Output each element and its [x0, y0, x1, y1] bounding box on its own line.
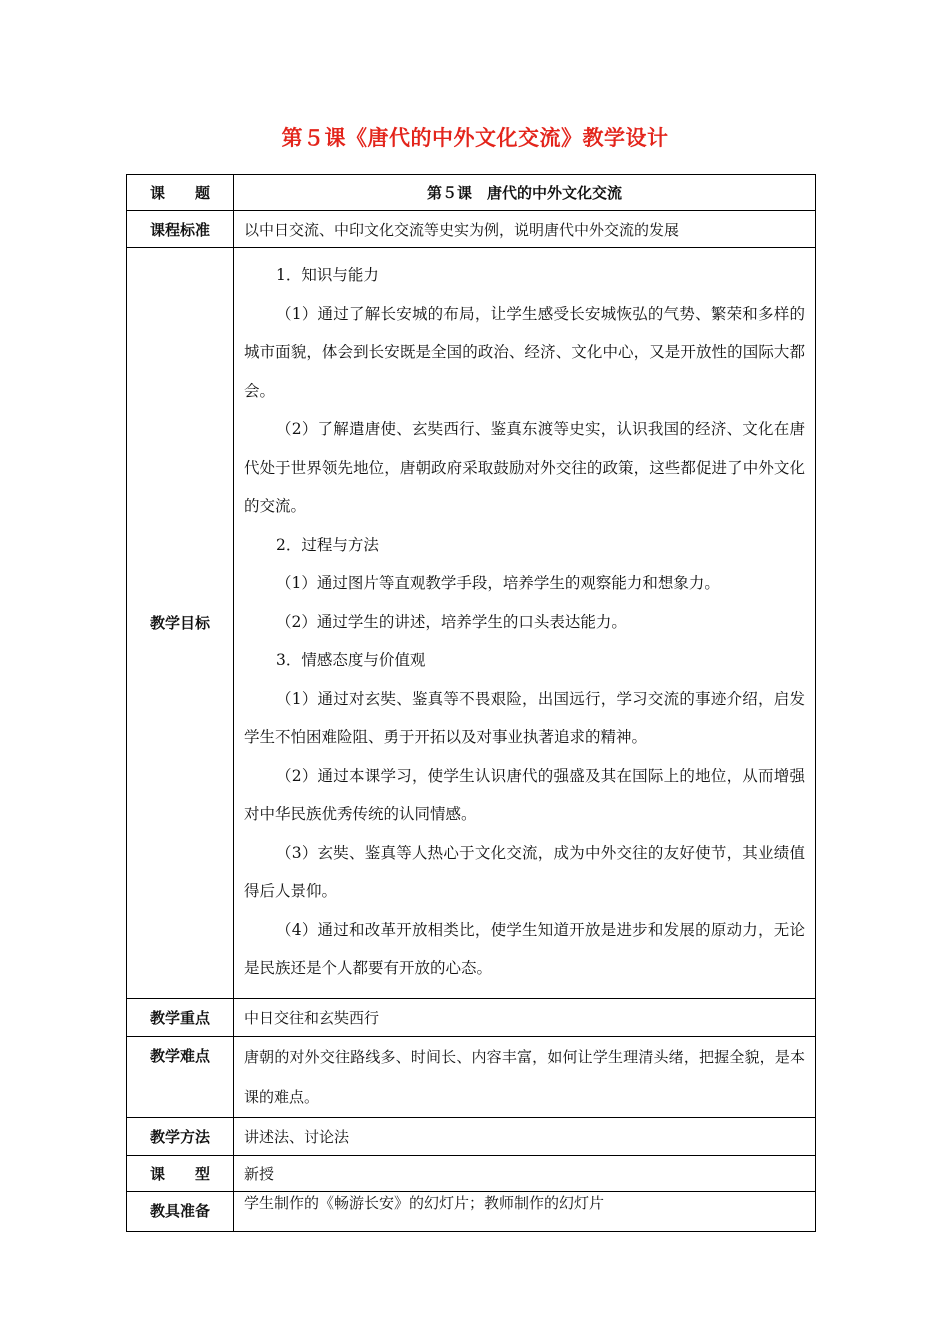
- goals-content: [234, 248, 816, 999]
- key-point-label: 教学重点: [127, 998, 234, 1036]
- goals-paragraph: （4）通过和改革开放相类比，使学生知道开放是进步和发展的原动力，无论是民族还是个人都要有开放的心态。: [244, 920, 805, 977]
- goals-paragraph: （1）通过了解长安城的布局，让学生感受长安城恢弘的气势、繁荣和多样的城市面貌，体会到长安既是全国的政治、经济、文化中心，又是开放性的国际大都会。: [244, 304, 805, 400]
- goals-paragraph: （2）通过学生的讲述，培养学生的口头表达能力。: [276, 612, 627, 631]
- goals-heading-3: 3．情感态度与价值观: [276, 651, 426, 669]
- standard-label: 课程标准: [127, 211, 234, 248]
- goals-paragraph: （1）通过对玄奘、鉴真等不畏艰险，出国远行，学习交流的事迹介绍，启发学生不怕困难险阻、勇于开拓以及对事业执著追求的精神。: [244, 689, 805, 746]
- table-row-type: [127, 1155, 816, 1191]
- table-row-tools: [127, 1191, 816, 1231]
- type-value: 新授: [234, 1155, 816, 1191]
- topic-value: 第５课 唐代的中外文化交流: [234, 175, 816, 211]
- goals-label: 教学目标: [127, 248, 234, 999]
- goals-paragraph: （2）通过本课学习，使学生认识唐代的强盛及其在国际上的地位，从而增强对中华民族优秀传统的认同情感。: [244, 766, 805, 823]
- tools-label: 教具准备: [127, 1191, 234, 1231]
- difficulty-label: 教学难点: [127, 1036, 234, 1117]
- table-row-method: [127, 1117, 816, 1155]
- tools-value: 学生制作的《畅游长安》的幻灯片；教师制作的幻灯片: [234, 1191, 816, 1231]
- lesson-plan-table: [126, 174, 816, 1232]
- goals-heading-1: 1．知识与能力: [276, 266, 379, 284]
- key-point-value: 中日交往和玄奘西行: [234, 998, 816, 1036]
- table-row-difficulty: [127, 1036, 816, 1117]
- difficulty-value: 唐朝的对外交往路线多、时间长、内容丰富，如何让学生理清头绪，把握全貌，是本课的难点。: [234, 1036, 816, 1117]
- document-title: 第５课《唐代的中外文化交流》教学设计: [281, 126, 669, 150]
- goals-paragraph: （2）了解遣唐使、玄奘西行、鉴真东渡等史实，认识我国的经济、文化在唐代处于世界领先地位，唐朝政府采取鼓励对外交往的政策，这些都促进了中外文化的交流。: [244, 420, 805, 515]
- goals-heading-2: 2．过程与方法: [276, 535, 379, 554]
- table-row-topic: [127, 175, 816, 211]
- goals-paragraph: （1）通过图片等直观教学手段，培养学生的观察能力和想象力。: [276, 574, 720, 592]
- method-label: 教学方法: [127, 1117, 234, 1155]
- method-value: 讲述法、讨论法: [234, 1117, 816, 1155]
- standard-value: 以中日交流、中印文化交流等史实为例，说明唐代中外交流的发展: [234, 211, 816, 248]
- goals-paragraph: （3）玄奘、鉴真等人热心于文化交流，成为中外交往的友好使节，其业绩值得后人景仰。: [244, 843, 805, 900]
- type-label: 课 型: [127, 1155, 234, 1191]
- table-row-goals: [127, 248, 816, 999]
- table-row-standard: [127, 211, 816, 248]
- table-row-key-point: [127, 998, 816, 1036]
- topic-label: 课 题: [127, 175, 234, 211]
